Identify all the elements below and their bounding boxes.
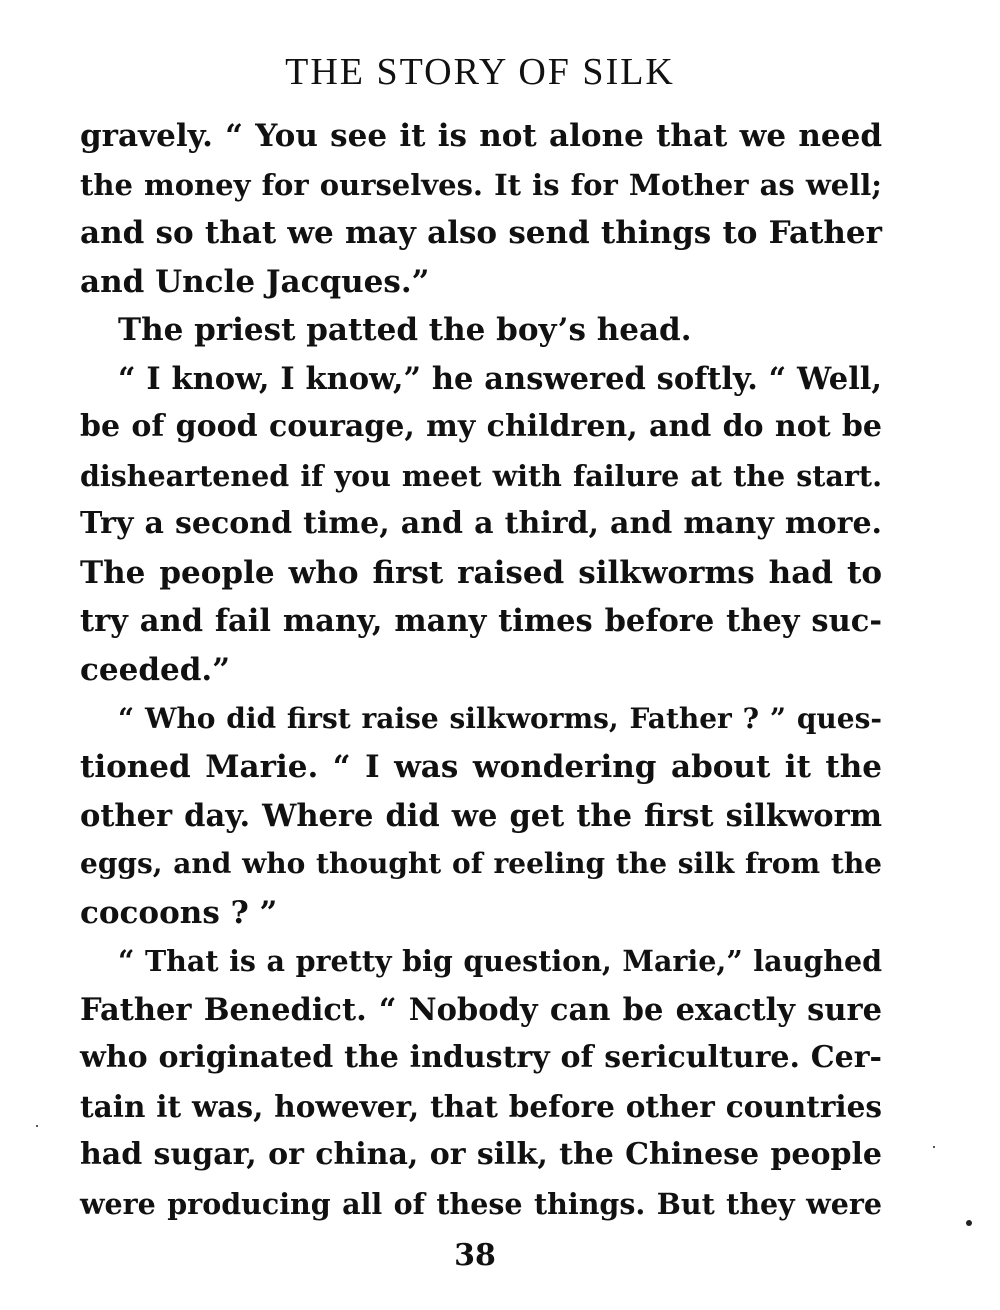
text-line: “ That is a pretty big question, Marie,” laughed (118, 944, 882, 978)
text-line: ceeded.” (80, 652, 231, 688)
text-line: be of good courage, my children, and do not be (80, 409, 882, 444)
text-line: The priest patted the boy’s head. (118, 312, 692, 348)
text-line: Try a second time, and a third, and many more. (80, 506, 882, 541)
text-line: who originated the industry of sericulture. Cer- (80, 1040, 882, 1075)
text-line: gravely. “ You see it is not alone that we need (80, 118, 882, 154)
text-line: disheartened if you meet with failure at the start. (80, 459, 882, 493)
text-line: had sugar, or china, or silk, the Chinese people (80, 1137, 882, 1172)
text-line: the money for ourselves. It is for Mother as well; (80, 168, 882, 202)
text-line: were producing all of these things. But they were (80, 1187, 882, 1221)
text-line: Father Benedict. “ Nobody can be exactly sure (80, 992, 882, 1028)
text-line: tioned Marie. “ I was wondering about it the (80, 749, 882, 785)
text-line: and so that we may also send things to Father (80, 215, 882, 251)
text-line: The people who first raised silkworms had to (80, 555, 882, 591)
scan-speck (36, 1125, 38, 1127)
text-line: eggs, and who thought of reeling the silk from the (80, 847, 882, 880)
page-title: THE STORY OF SILK (285, 51, 675, 93)
text-line: try and fail many, many times before they suc- (80, 603, 882, 639)
page-number: 38 (454, 1238, 496, 1273)
text-line: and Uncle Jacques.” (80, 264, 430, 300)
text-line: “ Who did first raise silkworms, Father ? ” ques- (118, 702, 882, 735)
text-line: cocoons ? ” (80, 895, 278, 931)
text-line: “ I know, I know,” he answered softly. “ Well, (118, 361, 882, 397)
scan-speck (933, 1146, 935, 1148)
text-line: other day. Where did we get the first silkworm (80, 798, 882, 834)
scan-speck (966, 1220, 972, 1226)
text-line: tain it was, however, that before other countries (80, 1089, 882, 1124)
